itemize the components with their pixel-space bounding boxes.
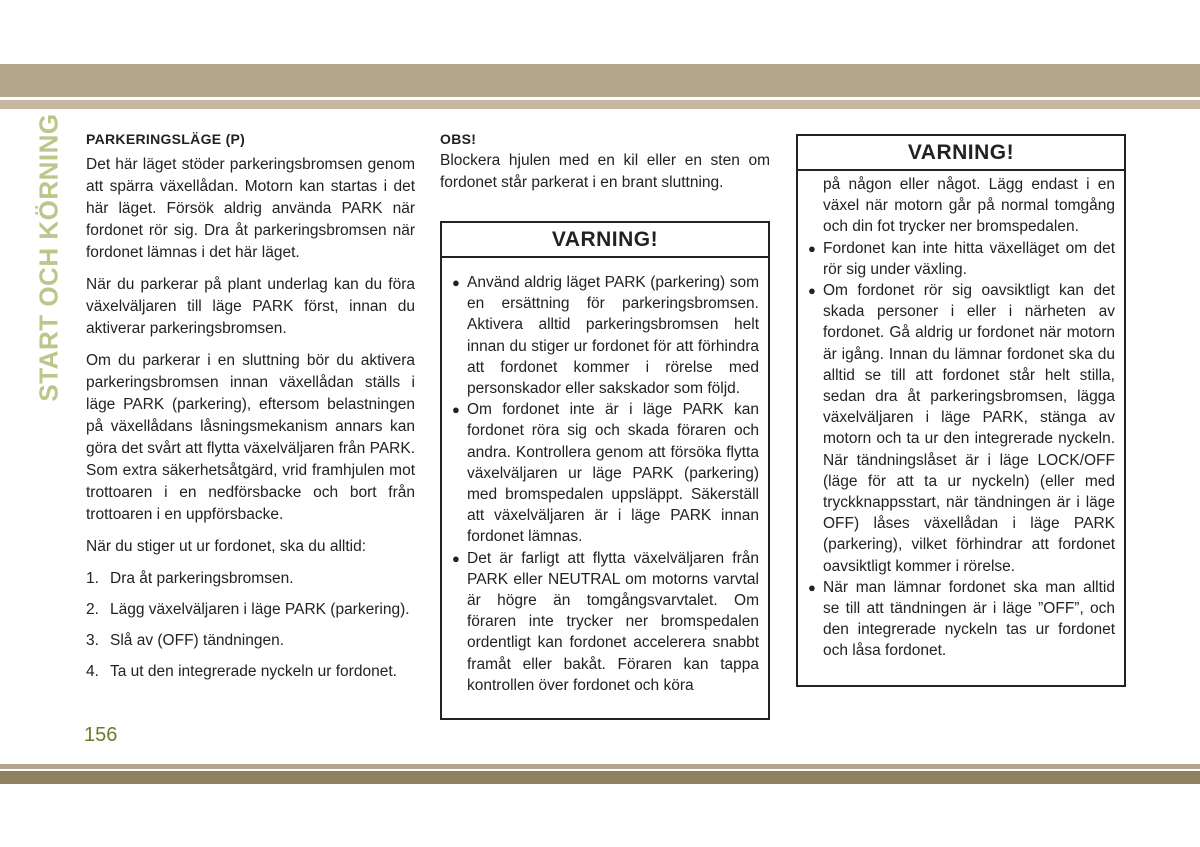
list-item-number: 3. (86, 632, 99, 649)
warning-title: VARNING! (442, 223, 768, 258)
column-3 (796, 134, 1126, 687)
warning-body (442, 258, 768, 702)
paragraph: När du stiger ut ur fordonet, ska du alltid: (86, 538, 367, 555)
footer-band (0, 771, 1200, 784)
warning-bullet (808, 238, 1115, 280)
warning-body (798, 171, 1124, 668)
warning-bullet (452, 272, 759, 399)
list-item-number: 2. (86, 601, 99, 618)
list-item-text: Ta ut den integrerade nyckeln ur fordonet. (110, 663, 397, 680)
warning-title: VARNING! (798, 136, 1124, 171)
list-item-text: Lägg växelväljaren i läge PARK (parkering). (110, 601, 410, 618)
warning-bullet-text: Det är farligt att flytta växelväljaren från PARK eller NEUTRAL om motorns varvtal är högre än tomgångsvarvtalet. Om föraren inte trycker ner bromspedalen ordentligt kan fordonet accelerera snabbt framåt eller bakåt. Föraren kan tappa kontrollen över fordonet och köra (467, 549, 759, 694)
bullet-icon: ● (808, 579, 816, 595)
list-item (86, 630, 415, 652)
warning-bullet (452, 548, 759, 696)
list-item (86, 599, 415, 621)
list-item-text: Dra åt parkeringsbromsen. (110, 570, 294, 587)
paragraph: Om du parkerar i en sluttning bör du aktivera parkeringsbromsen innan växellådan ställs i läge PARK (parkering), eftersom belastningen på växellådans låsningsmekanism annars kan göra det svårt att flytta växelväljaren från PARK. Som extra säkerhetsåtgärd, vrid framhjulen mot trottoaren i en nedförsbacke och bort från trottoaren i en uppförsbacke. (86, 352, 415, 523)
note-heading: OBS! (440, 131, 477, 147)
warning-bullet-text: När man lämnar fordonet ska man alltid se till att tändningen är i läge ”OFF”, och den integrerade nyckeln tas ur fordonet och låsa fordonet. (823, 578, 1115, 660)
footer-band-thin (0, 764, 1200, 769)
list-item-number: 1. (86, 570, 99, 587)
section-heading: PARKERINGSLÄGE (P) (86, 131, 246, 147)
bullet-icon: ● (452, 275, 460, 290)
bullet-icon: ● (452, 550, 460, 566)
warning-bullet-text: Använd aldrig läget PARK (parkering) som en ersättning för parkeringsbromsen. Aktivera alltid parkeringsbromsen helt innan du stiger ur fordonet för att förhindra att fordonet kommer i rörelse med personskador eller sakskador som följd. (467, 274, 759, 398)
warning-bullet (808, 280, 1115, 577)
warning-continuation: på någon eller något. Lägg endast i en växel när motorn går på normal tomgång och din fot trycker ner bromspedalen. (823, 176, 1115, 236)
column-1 (86, 128, 415, 692)
list-item (86, 568, 415, 590)
bullet-icon: ● (808, 240, 816, 256)
paragraph: Det här läget stöder parkeringsbromsen genom att spärra växellådan. Motorn kan startas i det här läget. Försök aldrig använda PARK när fordonet rör sig. Dra åt parkeringsbromsen när fordonet lämnas i det här läget. (86, 156, 415, 261)
warning-bullet-text: Om fordonet inte är i läge PARK kan fordonet röra sig och skada föraren och andra. Kontrollera genom att försöka flytta växelväljaren ur läge PARK (parkering) med bromspedalen uppsläppt. Säkerställ att växelväljaren är i läge PARK innan fordonet lämnas. (467, 401, 759, 546)
warning-bullet (452, 399, 759, 547)
warning-box (440, 221, 770, 720)
chapter-title-text: START OCH KÖRNING (33, 112, 64, 402)
paragraph: När du parkerar på plant underlag kan du föra växelväljaren till läge PARK först, innan du aktiverar parkeringsbromsen. (86, 276, 415, 337)
warning-bullet-text: Fordonet kan inte hitta växelläget om det rör sig under växling. (823, 239, 1115, 278)
bullet-icon: ● (452, 402, 460, 418)
note-text: Blockera hjulen med en kil eller en sten om fordonet står parkerat i en brant sluttning. (440, 152, 770, 191)
list-item (86, 661, 415, 683)
header-band-thin (0, 100, 1200, 109)
chapter-title (31, 112, 67, 402)
page-number: 156 (84, 724, 118, 746)
bullet-icon: ● (808, 283, 816, 299)
list-item-number: 4. (86, 663, 99, 680)
steps-list (86, 568, 415, 683)
warning-bullet-text: Om fordonet rör sig oavsiktligt kan det skada personer i eller i närheten av fordonet. Gå aldrig ur fordonet när motorn är igång. Innan du lämnar fordonet ska du alltid se till att fordonet står helt stilla, sedan dra åt parkeringsbromsen, lägga växelväljaren i läge PARK, stänga av motorn och ta ur den integrerade nyckeln. När tändningslåset är i läge LOCK/OFF (läge för att ta ur nyckeln) (eller med tryckknappsstart, när tändningen är i läge OFF) låses växellådan i läge PARK (parkering), vilket förhindrar att fordonet oavsiktligt kommer i rörelse. (823, 282, 1115, 575)
warning-bullet (808, 577, 1115, 662)
warning-box (796, 134, 1126, 687)
list-item-text: Slå av (OFF) tändningen. (110, 632, 285, 649)
header-band (0, 64, 1200, 97)
column-2 (440, 128, 770, 720)
